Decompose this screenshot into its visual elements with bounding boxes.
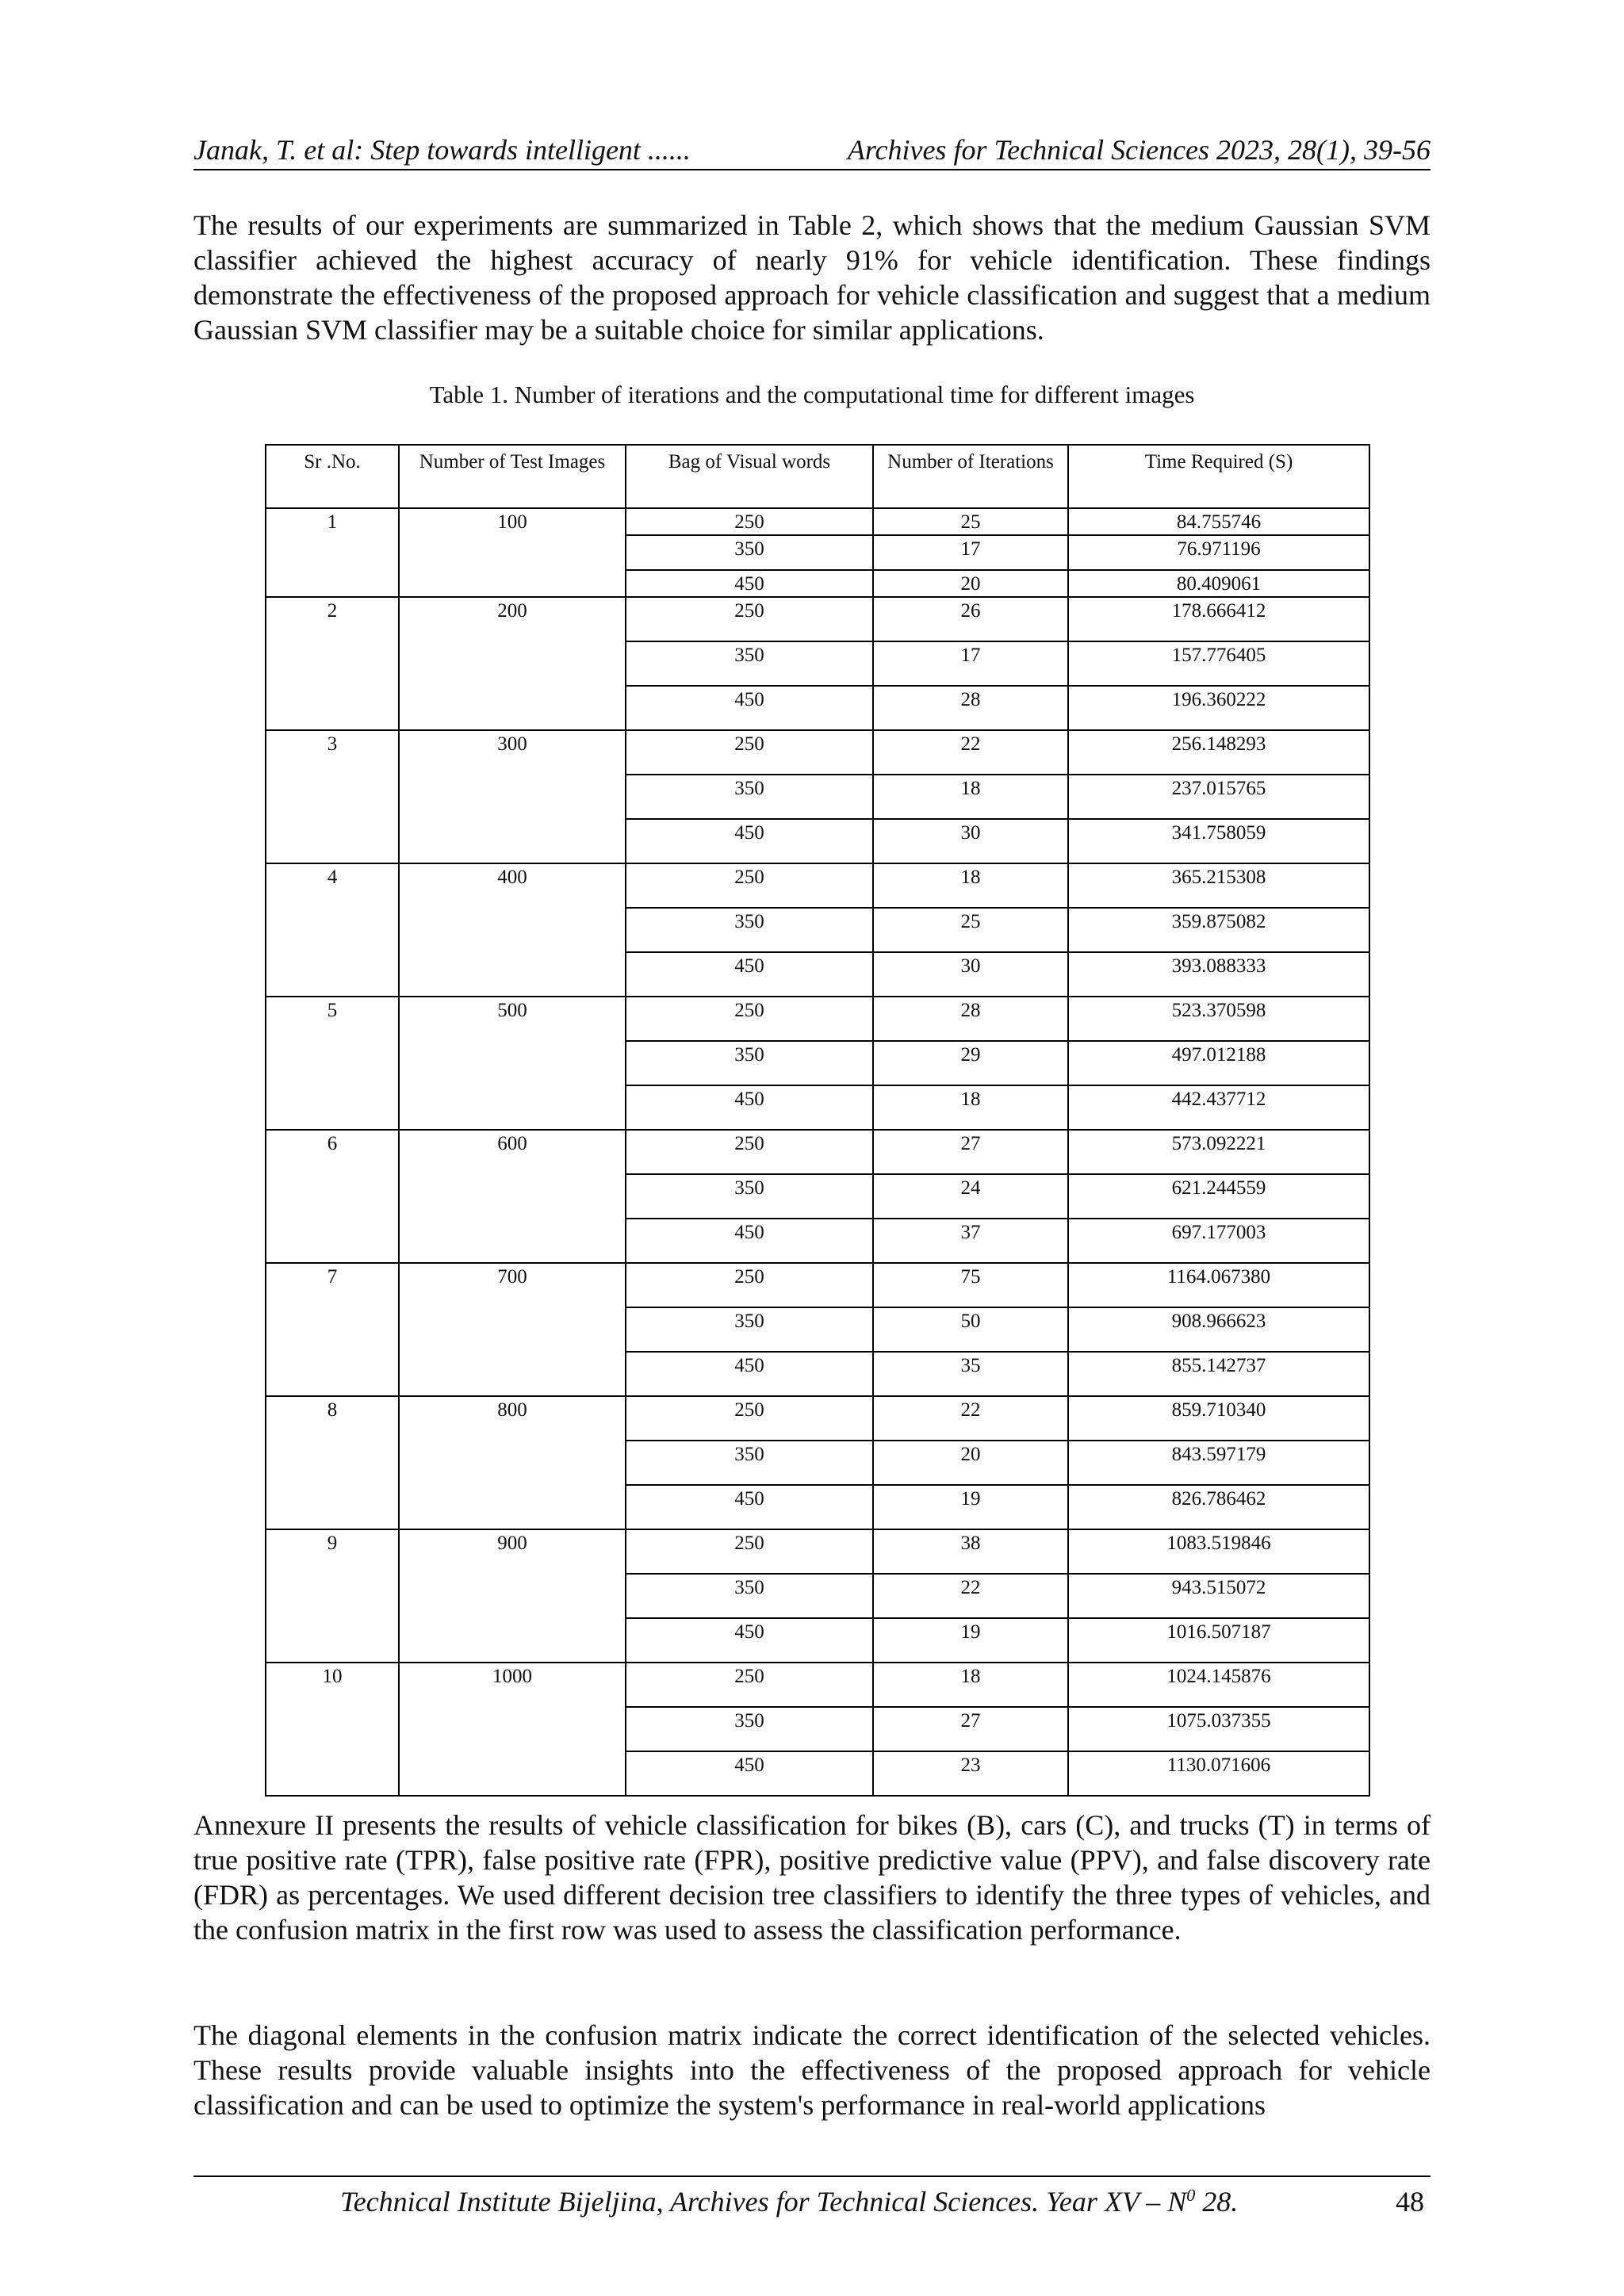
cell-sr-no: 10 (266, 1663, 399, 1796)
cell-iterations: 27 (873, 1707, 1068, 1751)
cell-bag-of-visual-words: 350 (626, 1307, 873, 1352)
cell-iterations: 24 (873, 1174, 1068, 1219)
cell-iterations: 17 (873, 641, 1068, 686)
table-caption: Table 1. Number of iterations and the computational time for different images (429, 381, 1195, 408)
iterations-table (265, 444, 1370, 1797)
cell-time-required: 80.409061 (1068, 570, 1369, 597)
cell-bag-of-visual-words: 250 (626, 1529, 873, 1574)
cell-time-required: 84.755746 (1068, 508, 1369, 535)
cell-time-required: 1130.071606 (1068, 1751, 1369, 1796)
cell-bag-of-visual-words: 350 (626, 908, 873, 952)
cell-iterations: 27 (873, 1130, 1068, 1174)
cell-time-required: 256.148293 (1068, 730, 1369, 775)
footer-issue: 28. (1195, 2186, 1239, 2218)
cell-time-required: 1016.507187 (1068, 1618, 1369, 1663)
cell-iterations: 37 (873, 1219, 1068, 1263)
cell-time-required: 157.776405 (1068, 641, 1369, 686)
table-body (266, 508, 1369, 1796)
cell-time-required: 178.666412 (1068, 597, 1369, 641)
cell-bag-of-visual-words: 450 (626, 1485, 873, 1529)
cell-sr-no: 7 (266, 1263, 399, 1396)
header-bag-of-visual-words: Bag of Visual words (626, 445, 873, 508)
cell-time-required: 196.360222 (1068, 686, 1369, 730)
cell-test-images: 1000 (399, 1663, 626, 1796)
footer-journal (340, 2182, 1238, 2221)
cell-time-required: 943.515072 (1068, 1574, 1369, 1618)
cell-bag-of-visual-words: 250 (626, 508, 873, 535)
cell-test-images: 500 (399, 997, 626, 1130)
cell-bag-of-visual-words: 250 (626, 1396, 873, 1441)
cell-sr-no: 9 (266, 1529, 399, 1663)
cell-bag-of-visual-words: 250 (626, 863, 873, 908)
cell-time-required: 855.142737 (1068, 1352, 1369, 1396)
cell-bag-of-visual-words: 350 (626, 535, 873, 570)
footer-journal-text: Technical Institute Bijeljina, Archives for Technical Sciences. Year XV – N (340, 2186, 1187, 2218)
cell-iterations: 18 (873, 775, 1068, 819)
cell-time-required: 697.177003 (1068, 1219, 1369, 1263)
cell-test-images: 800 (399, 1396, 626, 1529)
table-row (266, 1663, 1369, 1707)
cell-test-images: 200 (399, 597, 626, 730)
cell-iterations: 19 (873, 1618, 1068, 1663)
cell-time-required: 908.966623 (1068, 1307, 1369, 1352)
cell-iterations: 23 (873, 1751, 1068, 1796)
header-sr-no: Sr .No. (266, 445, 399, 508)
cell-iterations: 22 (873, 1396, 1068, 1441)
cell-iterations: 28 (873, 997, 1068, 1041)
cell-time-required: 826.786462 (1068, 1485, 1369, 1529)
cell-bag-of-visual-words: 450 (626, 1618, 873, 1663)
cell-bag-of-visual-words: 350 (626, 1441, 873, 1485)
cell-bag-of-visual-words: 450 (626, 1085, 873, 1130)
table-row (266, 597, 1369, 641)
cell-sr-no: 3 (266, 730, 399, 863)
cell-bag-of-visual-words: 250 (626, 597, 873, 641)
cell-time-required: 573.092221 (1068, 1130, 1369, 1174)
cell-iterations: 50 (873, 1307, 1068, 1352)
cell-test-images: 700 (399, 1263, 626, 1396)
cell-iterations: 22 (873, 730, 1068, 775)
cell-bag-of-visual-words: 350 (626, 775, 873, 819)
header-iterations: Number of Iterations (873, 445, 1068, 508)
cell-iterations: 25 (873, 508, 1068, 535)
cell-iterations: 35 (873, 1352, 1068, 1396)
cell-iterations: 18 (873, 863, 1068, 908)
cell-iterations: 19 (873, 1485, 1068, 1529)
page-footer (193, 2182, 1431, 2221)
footer-rule (193, 2175, 1431, 2177)
header-journal: Archives for Technical Sciences 2023, 28(1), 39-56 (847, 134, 1431, 166)
cell-bag-of-visual-words: 450 (626, 952, 873, 997)
cell-iterations: 25 (873, 908, 1068, 952)
cell-bag-of-visual-words: 350 (626, 641, 873, 686)
cell-bag-of-visual-words: 450 (626, 570, 873, 597)
cell-bag-of-visual-words: 350 (626, 1574, 873, 1618)
cell-iterations: 26 (873, 597, 1068, 641)
cell-iterations: 20 (873, 570, 1068, 597)
cell-time-required: 1164.067380 (1068, 1263, 1369, 1307)
table-row (266, 1396, 1369, 1441)
header-test-images: Number of Test Images (399, 445, 626, 508)
cell-time-required: 237.015765 (1068, 775, 1369, 819)
table-row (266, 508, 1369, 535)
cell-time-required: 843.597179 (1068, 1441, 1369, 1485)
cell-bag-of-visual-words: 250 (626, 1263, 873, 1307)
table-row (266, 1263, 1369, 1307)
cell-bag-of-visual-words: 250 (626, 1130, 873, 1174)
cell-bag-of-visual-words: 250 (626, 997, 873, 1041)
cell-sr-no: 5 (266, 997, 399, 1130)
cell-bag-of-visual-words: 450 (626, 686, 873, 730)
cell-bag-of-visual-words: 350 (626, 1174, 873, 1219)
cell-test-images: 400 (399, 863, 626, 997)
table-row (266, 1130, 1369, 1174)
cell-iterations: 75 (873, 1263, 1068, 1307)
cell-test-images: 300 (399, 730, 626, 863)
page-number: 48 (1396, 2186, 1424, 2218)
header-authors: Janak, T. et al: Step towards intelligent ...... (193, 134, 691, 166)
cell-time-required: 76.971196 (1068, 535, 1369, 570)
table-row (266, 1529, 1369, 1574)
cell-time-required: 1075.037355 (1068, 1707, 1369, 1751)
header-time-required: Time Required (S) (1068, 445, 1369, 508)
cell-time-required: 859.710340 (1068, 1396, 1369, 1441)
cell-time-required: 621.244559 (1068, 1174, 1369, 1219)
paragraph-results-intro: The results of our experiments are summarized in Table 2, which shows that the medium Gaussian SVM classifier achieved the highest accuracy of nearly 91% for vehicle identification. These findings demonstrate the effectiveness of the proposed approach for vehicle classification and suggest that a medium Gaussian SVM classifier may be a suitable choice for similar applications. (193, 209, 1431, 346)
cell-sr-no: 2 (266, 597, 399, 730)
cell-iterations: 30 (873, 952, 1068, 997)
cell-time-required: 1024.145876 (1068, 1663, 1369, 1707)
cell-bag-of-visual-words: 350 (626, 1707, 873, 1751)
cell-bag-of-visual-words: 450 (626, 1352, 873, 1396)
table-row (266, 863, 1369, 908)
cell-time-required: 365.215308 (1068, 863, 1369, 908)
cell-iterations: 28 (873, 686, 1068, 730)
table-row (266, 997, 1369, 1041)
cell-test-images: 100 (399, 508, 626, 597)
cell-bag-of-visual-words: 450 (626, 819, 873, 863)
cell-test-images: 900 (399, 1529, 626, 1663)
cell-iterations: 20 (873, 1441, 1068, 1485)
paragraph-annexure: Annexure II presents the results of vehicle classification for bikes (B), cars (C), and trucks (T) in terms of true positive rate (TPR), false positive rate (FPR), positive predictive value (PPV), and false discovery rate (FDR) as percentages. We used different decision tree classifiers to identify the three types of vehicles, and the confusion matrix in the first row was used to assess the classification performance. (193, 1809, 1431, 1946)
cell-iterations: 22 (873, 1574, 1068, 1618)
running-header (193, 131, 1431, 170)
table-header-row (266, 445, 1369, 508)
cell-iterations: 38 (873, 1529, 1068, 1574)
cell-sr-no: 4 (266, 863, 399, 997)
cell-bag-of-visual-words: 450 (626, 1219, 873, 1263)
cell-sr-no: 1 (266, 508, 399, 597)
cell-iterations: 18 (873, 1085, 1068, 1130)
cell-time-required: 341.758059 (1068, 819, 1369, 863)
cell-bag-of-visual-words: 250 (626, 1663, 873, 1707)
cell-sr-no: 6 (266, 1130, 399, 1263)
cell-iterations: 18 (873, 1663, 1068, 1707)
cell-iterations: 17 (873, 535, 1068, 570)
cell-time-required: 359.875082 (1068, 908, 1369, 952)
cell-test-images: 600 (399, 1130, 626, 1263)
cell-iterations: 30 (873, 819, 1068, 863)
cell-time-required: 523.370598 (1068, 997, 1369, 1041)
cell-time-required: 497.012188 (1068, 1041, 1369, 1085)
cell-time-required: 393.088333 (1068, 952, 1369, 997)
cell-time-required: 1083.519846 (1068, 1529, 1369, 1574)
cell-sr-no: 8 (266, 1396, 399, 1529)
paragraph-confusion-matrix: The diagonal elements in the confusion matrix indicate the correct identification of the selected vehicles. These results provide valuable insights into the effectiveness of the proposed approach for vehicle classification and can be used to optimize the system's performance in real-world applications (193, 2019, 1431, 2121)
cell-time-required: 442.437712 (1068, 1085, 1369, 1130)
cell-bag-of-visual-words: 450 (626, 1751, 873, 1796)
cell-bag-of-visual-words: 250 (626, 730, 873, 775)
footer-superscript: 0 (1186, 2185, 1196, 2205)
cell-bag-of-visual-words: 350 (626, 1041, 873, 1085)
cell-iterations: 29 (873, 1041, 1068, 1085)
table-row (266, 730, 1369, 775)
